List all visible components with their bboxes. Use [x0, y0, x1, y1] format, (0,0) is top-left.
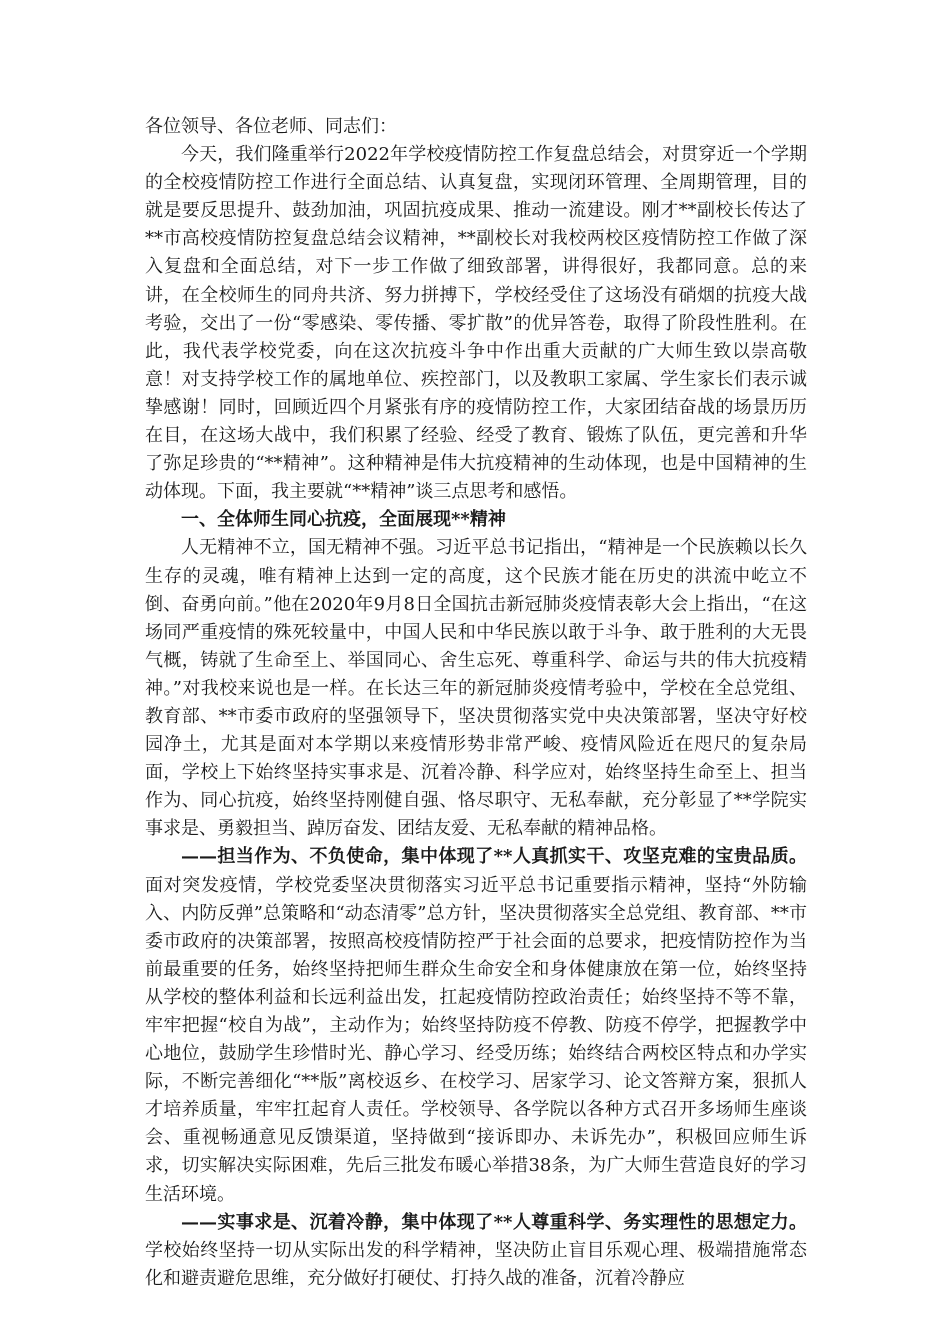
- point-paragraph-1: [145, 843, 807, 1208]
- intro-paragraph: 今天，我们隆重举行2022年学校疫情防控工作复盘总结会，对贯穿近一个学期的全校疫情防控工作进行全面总结、认真复盘，实现闭环管理、全周期管理，目的就是要反思提升、鼓劲加油，巩固抗疫成果、推动一流建设。刚才**副校长传达了**市高校疫情防控复盘总结会议精神，**副校长对我校两校区疫情防控工作做了深入复盘和全面总结，对下一步工作做了细致部署，讲得很好，我都同意。总的来讲，在全校师生的同舟共济、努力拼搏下，学校经受住了这场没有硝烟的抗疫大战考验，交出了一份“零感染、零传播、零扩散”的优异答卷，取得了阶段性胜利。在此，我代表学校党委，向在这次抗疫斗争中作出重大贡献的广大师生致以崇高敬意！对支持学校工作的属地单位、疾控部门，以及教职工家属、学生家长们表示诚挚感谢！同时，回顾近四个月紧张有序的疫情防控工作，大家团结奋战的场景历历在目，在这场大战中，我们积累了经验、经受了教育、锻炼了队伍，更完善和升华了弥足珍贵的“**精神”。这种精神是伟大抗疫精神的生动体现，也是中国精神的生动体现。下面，我主要就“**精神”谈三点思考和感悟。: [145, 144, 807, 503]
- point-lead-1: ——担当作为、不负使命，集中体现了**人真抓实干、攻坚克难的宝贵品质。: [181, 846, 807, 868]
- point-body-2: 学校始终坚持一切从实际出发的科学精神，坚决防止盲目乐观心理、极端措施常态化和避责避危思维，充分做好打硬仗、打持久战的准备，沉着冷静应: [145, 1239, 807, 1289]
- point-paragraph-2: [145, 1209, 807, 1293]
- point-lead-2: ——实事求是、沉着冷静，集中体现了**人尊重科学、务实理性的思想定力。: [181, 1211, 807, 1233]
- section-paragraph: 人无精神不立，国无精神不强。习近平总书记指出，“精神是一个民族赖以长久生存的灵魂，唯有精神上达到一定的高度，这个民族才能在历史的洪流中屹立不倒、奋勇向前。”他在2020年9月8日全国抗击新冠肺炎疫情表彰大会上指出，“在这场同严重疫情的殊死较量中，中国人民和中华民族以敢于斗争、敢于胜利的大无畏气概，铸就了生命至上、举国同心、舍生忘死、尊重科学、命运与共的伟大抗疫精神。”对我校来说也是一样。在长达三年的新冠肺炎疫情考验中，学校在全总党组、教育部、**市委市政府的坚强领导下，坚决贯彻落实党中央决策部署，坚决守好校园净土，尤其是面对本学期以来疫情形势非常严峻、疫情风险近在咫尺的复杂局面，学校上下始终坚持实事求是、沉着冷静、科学应对，始终坚持生命至上、担当作为、同心抗疫，始终坚持刚健自强、恪尽职守、无私奉献，充分彰显了**学院实事求是、勇毅担当、踔厉奋发、团结友爱、无私奉献的精神品格。: [145, 537, 807, 840]
- section-heading: 一、全体师生同心抗疫，全面展现**精神: [181, 509, 506, 531]
- document-body: [145, 113, 807, 1293]
- point-body-1: 面对突发疫情，学校党委坚决贯彻落实习近平总书记重要指示精神，坚持“外防输入、内防反弹”总策略和“动态清零”总方针，坚决贯彻落实全总党组、教育部、**市委市政府的决策部署，按照高校疫情防控严于社会面的总要求，把疫情防控作为当前最重要的任务，始终坚持把师生群众生命安全和身体健康放在第一位，始终坚持从学校的整体利益和长远利益出发，扛起疫情防控政治责任；始终坚持不等不靠，牢牢把握“校自为战”，主动作为；始终坚持防疫不停教、防疫不停学，把握教学中心地位，鼓励学生珍惜时光、静心学习、经受历练；始终结合两校区特点和办学实际，不断完善细化“**版”离校返乡、在校学习、居家学习、论文答辩方案，狠抓人才培养质量，牢牢扛起育人责任。学校领导、各学院以各种方式召开多场师生座谈会、重视畅通意见反馈渠道，坚持做到“接诉即办、未诉先办”，积极回应师生诉求，切实解决实际困难，先后三批发布暖心举措38条，为广大师生营造良好的学习生活环境。: [145, 874, 807, 1205]
- salutation: 各位领导、各位老师、同志们：: [145, 116, 397, 137]
